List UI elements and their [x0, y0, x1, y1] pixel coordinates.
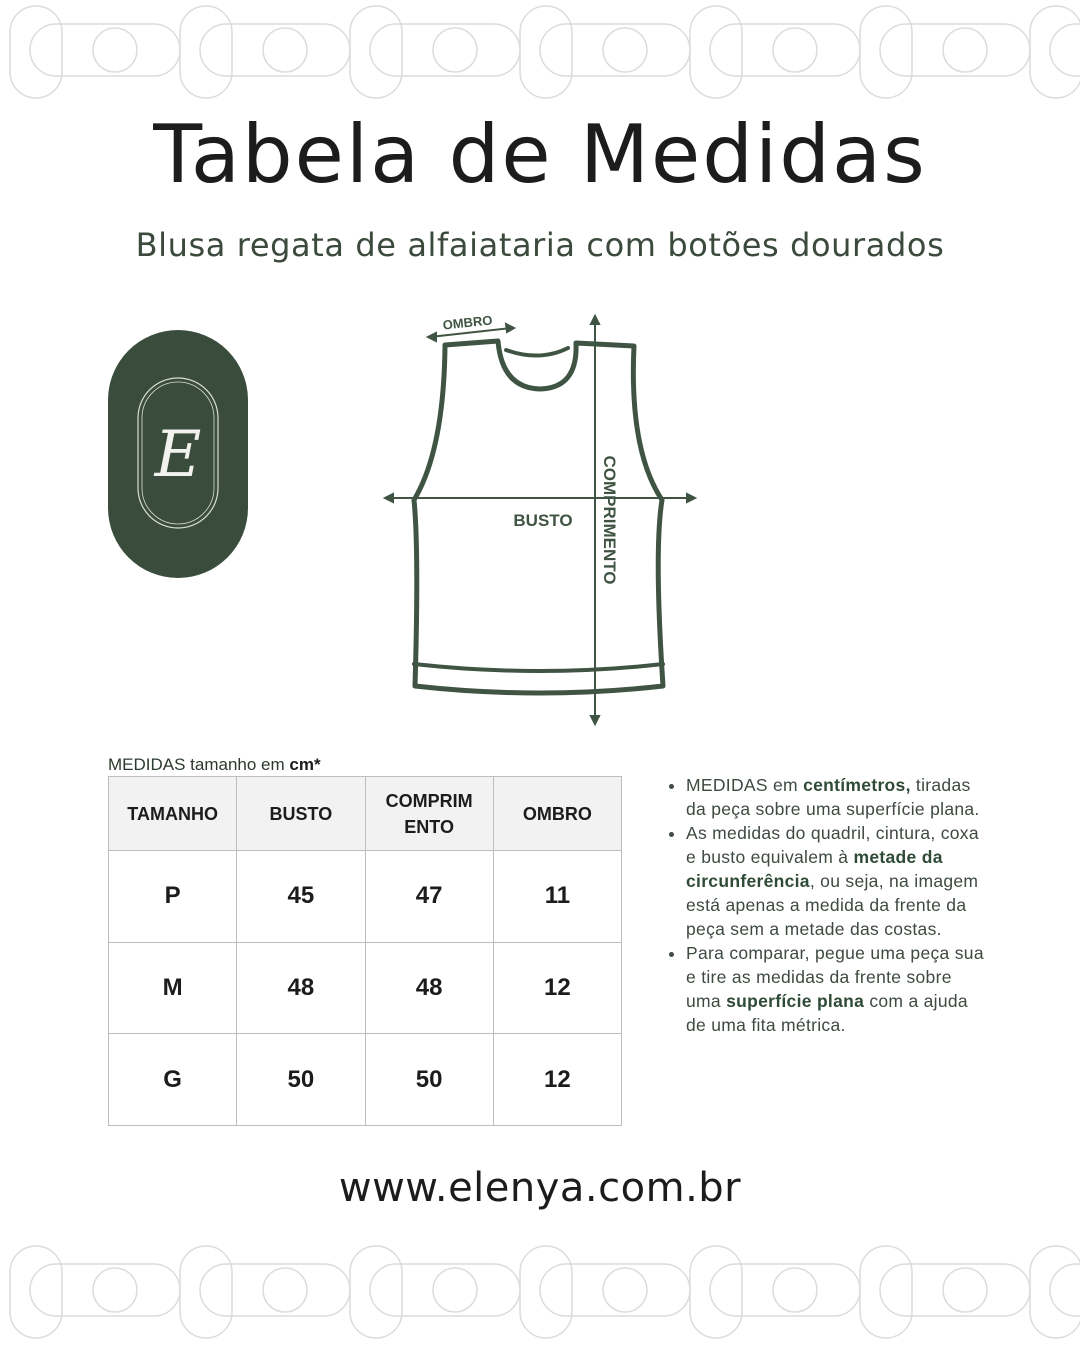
- size-table: [108, 776, 622, 1126]
- chain-link-vertical: [520, 1246, 572, 1338]
- note-text: tiradas da peça sobre uma superfície plana.: [686, 775, 980, 819]
- decorative-chain-pattern-bottom: [0, 1240, 1080, 1350]
- length-label: COMPRIMENTO: [600, 455, 619, 585]
- header-shoulder: OMBRO: [493, 777, 621, 851]
- chain-link-ring: [433, 1268, 477, 1312]
- chain-link-horizontal: [880, 1264, 1030, 1316]
- chain-link-horizontal: [540, 1264, 690, 1316]
- chain-link-horizontal: [200, 24, 350, 76]
- chain-link-horizontal: [710, 24, 860, 76]
- table-caption: [108, 755, 321, 775]
- cell-bust: 48: [237, 942, 365, 1034]
- cell-length: 48: [365, 942, 493, 1034]
- chain-link-ring: [93, 1268, 137, 1312]
- chain-link-ring: [773, 1268, 817, 1312]
- decorative-chain-pattern-top: [0, 0, 1080, 110]
- note-item: [686, 941, 986, 1037]
- note-text: As medidas do quadril, cintura, coxa e busto equivalem à: [686, 823, 979, 867]
- table-row: [109, 942, 622, 1034]
- chain-link-horizontal: [880, 24, 1030, 76]
- table-row: [109, 851, 622, 943]
- chain-link-vertical: [860, 1246, 912, 1338]
- chain-link-ring: [603, 28, 647, 72]
- cell-size: G: [109, 1034, 237, 1126]
- header-size: TAMANHO: [109, 777, 237, 851]
- chain-link-ring: [603, 1268, 647, 1312]
- note-text: MEDIDAS em: [686, 775, 804, 795]
- brand-logo: [108, 330, 248, 578]
- chain-link-ring: [943, 1268, 987, 1312]
- note-emphasis: superfície plana: [726, 991, 865, 1011]
- chain-link-horizontal: [200, 1264, 350, 1316]
- table-caption-prefix: MEDIDAS tamanho em: [108, 755, 290, 774]
- bust-label: BUSTO: [513, 511, 573, 530]
- note-text: , ou seja, na imagem está apenas a medida da frente da peça sem a metade das costas.: [686, 871, 979, 939]
- note-text: com a ajuda de uma fita métrica.: [686, 991, 968, 1035]
- hem-line: [414, 664, 663, 671]
- chain-link-vertical: [350, 6, 402, 98]
- chain-link-vertical: [690, 1246, 742, 1338]
- chain-link-vertical: [10, 1246, 62, 1338]
- chain-link-horizontal: [30, 24, 180, 76]
- note-text: Para comparar, pegue uma peça sua e tire as medidas da frente sobre uma: [686, 943, 984, 1011]
- chain-link-vertical: [1030, 1246, 1080, 1338]
- chain-link-vertical: [1030, 6, 1080, 98]
- chain-link-horizontal: [540, 24, 690, 76]
- chain-link-horizontal: [1050, 24, 1080, 76]
- chain-link-ring: [943, 28, 987, 72]
- chain-link-vertical: [180, 1246, 232, 1338]
- chain-link-ring: [773, 28, 817, 72]
- cell-bust: 45: [237, 851, 365, 943]
- chain-link-horizontal: [1050, 1264, 1080, 1316]
- note-item: [686, 773, 986, 821]
- header-bust: BUSTO: [237, 777, 365, 851]
- table-header-row: [109, 777, 622, 851]
- cell-size: M: [109, 942, 237, 1034]
- note-emphasis: metade da circunferência: [686, 847, 943, 891]
- chain-link-horizontal: [370, 1264, 520, 1316]
- page-title: Tabela de Medidas: [153, 108, 927, 201]
- cell-shoulder: 11: [493, 851, 621, 943]
- table-row: [109, 1034, 622, 1126]
- cell-size: P: [109, 851, 237, 943]
- note-emphasis: centímetros,: [803, 775, 911, 795]
- shoulder-label: OMBRO: [441, 312, 494, 333]
- chain-link-ring: [263, 28, 307, 72]
- chain-link-vertical: [180, 6, 232, 98]
- table-caption-unit: cm*: [289, 755, 321, 774]
- chain-link-vertical: [690, 6, 742, 98]
- logo-letter: E: [154, 418, 202, 492]
- cell-bust: 50: [237, 1034, 365, 1126]
- header-length: COMPRIM ENTO: [365, 777, 493, 851]
- chain-link-ring: [93, 28, 137, 72]
- chain-link-horizontal: [30, 1264, 180, 1316]
- cell-shoulder: 12: [493, 1034, 621, 1126]
- note-item: [686, 821, 986, 941]
- chain-link-ring: [433, 28, 477, 72]
- chain-link-vertical: [10, 6, 62, 98]
- chain-link-vertical: [350, 1246, 402, 1338]
- garment-diagram: [380, 300, 710, 730]
- chain-link-ring: [263, 1268, 307, 1312]
- chain-link-horizontal: [710, 1264, 860, 1316]
- neckline-inner: [506, 348, 568, 356]
- chain-link-vertical: [860, 6, 912, 98]
- page-subtitle: Blusa regata de alfaiataria com botões dourados: [135, 226, 945, 264]
- cell-length: 47: [365, 851, 493, 943]
- website-url[interactable]: www.elenya.com.br: [338, 1165, 742, 1211]
- measurement-notes: [668, 773, 986, 1037]
- chain-link-vertical: [520, 6, 572, 98]
- cell-length: 50: [365, 1034, 493, 1126]
- chain-link-horizontal: [370, 24, 520, 76]
- cell-shoulder: 12: [493, 942, 621, 1034]
